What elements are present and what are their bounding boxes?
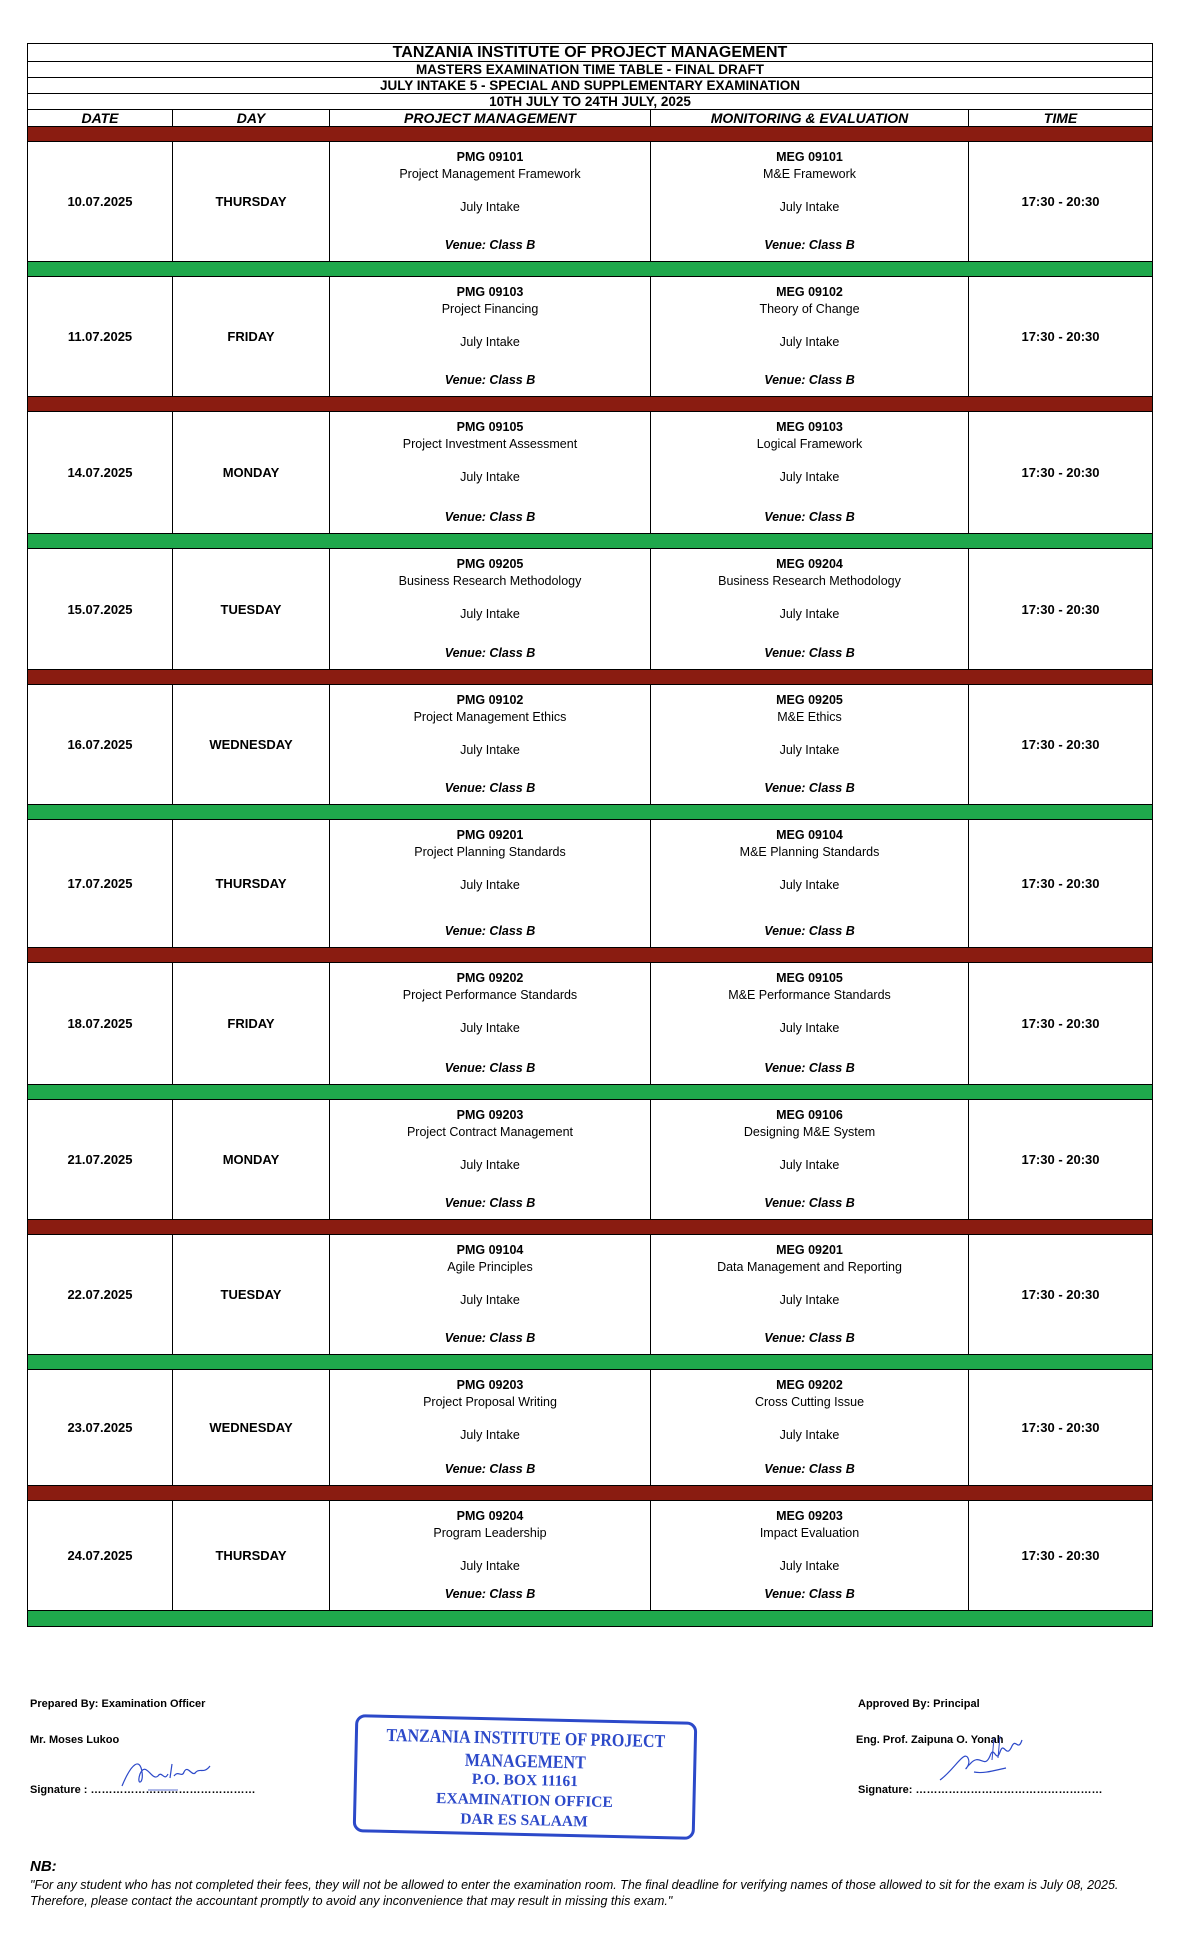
intake-label: July Intake bbox=[779, 470, 840, 484]
monitoring-evaluation-course bbox=[651, 412, 969, 533]
exam-time: 17:30 - 20:30 bbox=[1021, 1420, 1100, 1435]
intake-label: July Intake bbox=[779, 1559, 840, 1573]
col-header-day: DAY bbox=[173, 110, 330, 126]
column-header-row bbox=[28, 110, 1152, 127]
course-code: PMG 09204 bbox=[456, 1509, 524, 1523]
table-row bbox=[28, 820, 1152, 948]
intake-label: July Intake bbox=[779, 1428, 840, 1442]
course-code: PMG 09101 bbox=[456, 150, 524, 164]
project-management-course bbox=[330, 1100, 651, 1219]
course-title: Project Investment Assessment bbox=[402, 437, 578, 451]
course-title: Program Leadership bbox=[433, 1526, 547, 1540]
monitoring-evaluation-course bbox=[651, 1100, 969, 1219]
prepared-by-name: Mr. Moses Lukoo bbox=[30, 1734, 120, 1746]
exam-day: THURSDAY bbox=[173, 820, 330, 947]
exam-date: 22.07.2025 bbox=[28, 1235, 173, 1354]
course-title: Project Management Framework bbox=[399, 167, 581, 181]
monitoring-evaluation-course bbox=[651, 277, 969, 396]
course-title: Project Proposal Writing bbox=[423, 1395, 557, 1409]
stamp-line-2: P.O. BOX 11161 bbox=[471, 1770, 579, 1791]
project-management-course bbox=[330, 820, 651, 947]
exam-date: 18.07.2025 bbox=[28, 963, 173, 1084]
project-management-course bbox=[330, 685, 651, 804]
exam-time: 17:30 - 20:30 bbox=[1021, 465, 1100, 480]
course-code: PMG 09105 bbox=[456, 420, 524, 434]
venue-label: Venue: Class B bbox=[764, 1587, 855, 1601]
col-header-monitoring-evaluation: MONITORING & EVALUATION bbox=[651, 110, 969, 126]
venue-label: Venue: Class B bbox=[764, 781, 855, 795]
row-separator-band bbox=[28, 534, 1152, 549]
monitoring-evaluation-course bbox=[651, 963, 969, 1084]
timetable-subtitle: MASTERS EXAMINATION TIME TABLE - FINAL DRAFT bbox=[28, 62, 1152, 78]
exam-time: 17:30 - 20:30 bbox=[1021, 1016, 1100, 1031]
course-code: MEG 09101 bbox=[776, 150, 843, 164]
exam-date: 15.07.2025 bbox=[28, 549, 173, 669]
project-management-course bbox=[330, 412, 651, 533]
stamp-line-4: DAR ES SALAAM bbox=[460, 1810, 588, 1831]
table-row bbox=[28, 1370, 1152, 1486]
table-row bbox=[28, 549, 1152, 670]
venue-label: Venue: Class B bbox=[444, 510, 536, 524]
exam-day: TUESDAY bbox=[173, 549, 330, 669]
intake-label: July Intake bbox=[779, 1293, 840, 1307]
table-row bbox=[28, 1501, 1152, 1611]
course-title: Business Research Methodology bbox=[398, 574, 582, 588]
monitoring-evaluation-course bbox=[651, 685, 969, 804]
exam-time: 17:30 - 20:30 bbox=[1021, 194, 1100, 209]
course-code: PMG 09203 bbox=[456, 1378, 524, 1392]
project-management-course bbox=[330, 1370, 651, 1485]
approved-signature bbox=[934, 1730, 1030, 1786]
course-title: Agile Principles bbox=[447, 1260, 533, 1274]
course-code: MEG 09203 bbox=[776, 1509, 843, 1523]
nb-notice-text: "For any student who has not completed their fees, they will not be allowed to enter the examination room. The final deadline for verifying names of those allowed to sit for the exam is July 08, 2025. Therefore, please contact the accountant promptly to avoid any inconvenience that may result in missing this exam." bbox=[30, 1878, 1119, 1908]
nb-label: NB: bbox=[30, 1858, 57, 1875]
timetable-sheet bbox=[27, 43, 1153, 1627]
exam-day: TUESDAY bbox=[173, 1235, 330, 1354]
table-row bbox=[28, 1100, 1152, 1220]
project-management-course bbox=[330, 549, 651, 669]
table-row bbox=[28, 277, 1152, 397]
exam-time: 17:30 - 20:30 bbox=[1021, 737, 1100, 752]
exam-date: 10.07.2025 bbox=[28, 142, 173, 261]
intake-label: July Intake bbox=[779, 743, 840, 757]
stamp-line-3: EXAMINATION OFFICE bbox=[435, 1789, 613, 1811]
row-separator-band bbox=[28, 948, 1152, 963]
exam-time: 17:30 - 20:30 bbox=[1021, 1152, 1100, 1167]
project-management-course bbox=[330, 142, 651, 261]
venue-label: Venue: Class B bbox=[764, 1061, 855, 1075]
exam-date: 16.07.2025 bbox=[28, 685, 173, 804]
course-title: Project Financing bbox=[441, 302, 539, 316]
exam-day: WEDNESDAY bbox=[173, 1370, 330, 1485]
course-code: PMG 09104 bbox=[456, 1243, 524, 1257]
course-code: PMG 09201 bbox=[456, 828, 524, 842]
exam-date: 24.07.2025 bbox=[28, 1501, 173, 1610]
exam-date: 11.07.2025 bbox=[28, 277, 173, 396]
course-title: Designing M&E System bbox=[743, 1125, 876, 1139]
monitoring-evaluation-course bbox=[651, 1501, 969, 1610]
course-title: Cross Cutting Issue bbox=[754, 1395, 865, 1409]
monitoring-evaluation-course bbox=[651, 1235, 969, 1354]
row-separator-band bbox=[28, 1220, 1152, 1235]
prepared-signature bbox=[118, 1752, 214, 1792]
project-management-course bbox=[330, 1235, 651, 1354]
venue-label: Venue: Class B bbox=[444, 373, 536, 387]
course-code: PMG 09202 bbox=[456, 971, 524, 985]
col-header-date: DATE bbox=[28, 110, 173, 126]
intake-label: July Intake bbox=[779, 607, 840, 621]
intake-label: July Intake bbox=[460, 200, 520, 214]
exam-time: 17:30 - 20:30 bbox=[1021, 876, 1100, 891]
course-title: Data Management and Reporting bbox=[717, 1260, 902, 1274]
intake-label: July Intake bbox=[779, 1021, 840, 1035]
project-management-course bbox=[330, 963, 651, 1084]
course-title: Business Research Methodology bbox=[718, 574, 901, 588]
venue-label: Venue: Class B bbox=[764, 646, 855, 660]
approved-signature-line: Signature: …………………………………………… bbox=[858, 1784, 1103, 1796]
row-separator-band bbox=[28, 1486, 1152, 1501]
project-management-course bbox=[330, 277, 651, 396]
intake-title: JULY INTAKE 5 - SPECIAL AND SUPPLEMENTARY EXAMINATION bbox=[28, 78, 1152, 94]
exam-day: WEDNESDAY bbox=[173, 685, 330, 804]
intake-label: July Intake bbox=[460, 1158, 520, 1172]
table-row bbox=[28, 1235, 1152, 1355]
row-separator-band bbox=[28, 670, 1152, 685]
intake-label: July Intake bbox=[460, 1293, 520, 1307]
course-title: Logical Framework bbox=[756, 437, 863, 451]
approved-by-name: Eng. Prof. Zaipuna O. Yonah bbox=[856, 1734, 1004, 1746]
venue-label: Venue: Class B bbox=[444, 238, 536, 252]
venue-label: Venue: Class B bbox=[764, 510, 855, 524]
course-title: Project Performance Standards bbox=[402, 988, 578, 1002]
venue-label: Venue: Class B bbox=[764, 1196, 855, 1210]
course-title: M&E Performance Standards bbox=[728, 988, 891, 1002]
course-title: Project Planning Standards bbox=[414, 845, 566, 859]
monitoring-evaluation-course bbox=[651, 820, 969, 947]
course-code: PMG 09203 bbox=[456, 1108, 524, 1122]
institution-title: TANZANIA INSTITUTE OF PROJECT MANAGEMENT bbox=[28, 44, 1152, 62]
venue-label: Venue: Class B bbox=[444, 924, 536, 938]
venue-label: Venue: Class B bbox=[764, 1462, 855, 1476]
approved-by-label: Approved By: Principal bbox=[858, 1698, 980, 1710]
course-title: Theory of Change bbox=[759, 302, 860, 316]
row-separator-band bbox=[28, 1085, 1152, 1100]
course-code: MEG 09201 bbox=[776, 1243, 843, 1257]
venue-label: Venue: Class B bbox=[764, 1331, 855, 1345]
intake-label: July Intake bbox=[779, 1158, 840, 1172]
stamp-line-1: TANZANIA INSTITUTE OF PROJECT MANAGEMENT bbox=[386, 1726, 666, 1774]
monitoring-evaluation-course bbox=[651, 1370, 969, 1485]
intake-label: July Intake bbox=[779, 200, 840, 214]
course-code: MEG 09102 bbox=[776, 285, 843, 299]
table-row bbox=[28, 685, 1152, 805]
course-code: MEG 09103 bbox=[776, 420, 843, 434]
table-row bbox=[28, 142, 1152, 262]
exam-day: FRIDAY bbox=[173, 963, 330, 1084]
course-code: PMG 09103 bbox=[456, 285, 524, 299]
monitoring-evaluation-course bbox=[651, 142, 969, 261]
exam-day: MONDAY bbox=[173, 412, 330, 533]
venue-label: Venue: Class B bbox=[764, 924, 855, 938]
intake-label: July Intake bbox=[460, 878, 520, 892]
venue-label: Venue: Class B bbox=[764, 373, 855, 387]
course-code: MEG 09104 bbox=[776, 828, 843, 842]
row-separator-band bbox=[28, 805, 1152, 820]
intake-label: July Intake bbox=[460, 743, 520, 757]
examination-office-stamp bbox=[353, 1714, 698, 1840]
course-code: PMG 09102 bbox=[456, 693, 524, 707]
course-code: MEG 09205 bbox=[776, 693, 843, 707]
course-title: Project Contract Management bbox=[406, 1125, 574, 1139]
course-code: MEG 09106 bbox=[776, 1108, 843, 1122]
monitoring-evaluation-course bbox=[651, 549, 969, 669]
intake-label: July Intake bbox=[460, 335, 520, 349]
venue-label: Venue: Class B bbox=[444, 1061, 536, 1075]
intake-label: July Intake bbox=[460, 1428, 520, 1442]
intake-label: July Intake bbox=[460, 470, 520, 484]
exam-day: THURSDAY bbox=[173, 142, 330, 261]
row-separator-band bbox=[28, 127, 1152, 142]
course-code: PMG 09205 bbox=[456, 557, 524, 571]
intake-label: July Intake bbox=[779, 878, 840, 892]
course-code: MEG 09204 bbox=[776, 557, 843, 571]
exam-date: 21.07.2025 bbox=[28, 1100, 173, 1219]
course-title: Project Management Ethics bbox=[413, 710, 567, 724]
venue-label: Venue: Class B bbox=[444, 1587, 536, 1601]
course-title: M&E Framework bbox=[762, 167, 857, 181]
venue-label: Venue: Class B bbox=[444, 781, 536, 795]
intake-label: July Intake bbox=[460, 1021, 520, 1035]
course-title: M&E Ethics bbox=[777, 710, 842, 724]
prepared-signature-line: Signature : ……………………………………… bbox=[30, 1784, 256, 1796]
venue-label: Venue: Class B bbox=[444, 646, 536, 660]
exam-time: 17:30 - 20:30 bbox=[1021, 601, 1100, 617]
exam-time: 17:30 - 20:30 bbox=[1021, 1548, 1100, 1563]
row-separator-band bbox=[28, 262, 1152, 277]
venue-label: Venue: Class B bbox=[764, 238, 855, 252]
col-header-project-management: PROJECT MANAGEMENT bbox=[330, 110, 651, 126]
project-management-course bbox=[330, 1501, 651, 1610]
exam-time: 17:30 - 20:30 bbox=[1021, 329, 1100, 344]
exam-day: THURSDAY bbox=[173, 1501, 330, 1610]
intake-label: July Intake bbox=[460, 1559, 520, 1573]
col-header-time: TIME bbox=[1043, 110, 1078, 126]
date-range-title: 10TH JULY TO 24TH JULY, 2025 bbox=[28, 94, 1152, 110]
venue-label: Venue: Class B bbox=[444, 1462, 536, 1476]
row-separator-band bbox=[28, 397, 1152, 412]
venue-label: Venue: Class B bbox=[444, 1196, 536, 1210]
intake-label: July Intake bbox=[460, 607, 520, 621]
course-code: MEG 09105 bbox=[776, 971, 843, 985]
exam-date: 14.07.2025 bbox=[28, 412, 173, 533]
course-title: M&E Planning Standards bbox=[739, 845, 880, 859]
exam-day: FRIDAY bbox=[173, 277, 330, 396]
table-row bbox=[28, 412, 1152, 534]
intake-label: July Intake bbox=[779, 335, 840, 349]
exam-time: 17:30 - 20:30 bbox=[1021, 1287, 1100, 1302]
row-separator-band bbox=[28, 1355, 1152, 1370]
exam-rows bbox=[28, 127, 1152, 1626]
row-separator-band bbox=[28, 1611, 1152, 1626]
exam-date: 17.07.2025 bbox=[28, 820, 173, 947]
table-row bbox=[28, 963, 1152, 1085]
venue-label: Venue: Class B bbox=[444, 1331, 536, 1345]
exam-date: 23.07.2025 bbox=[28, 1370, 173, 1485]
course-title: Impact Evaluation bbox=[759, 1526, 860, 1540]
exam-day: MONDAY bbox=[173, 1100, 330, 1219]
prepared-by-label: Prepared By: Examination Officer bbox=[30, 1698, 206, 1710]
course-code: MEG 09202 bbox=[776, 1378, 843, 1392]
